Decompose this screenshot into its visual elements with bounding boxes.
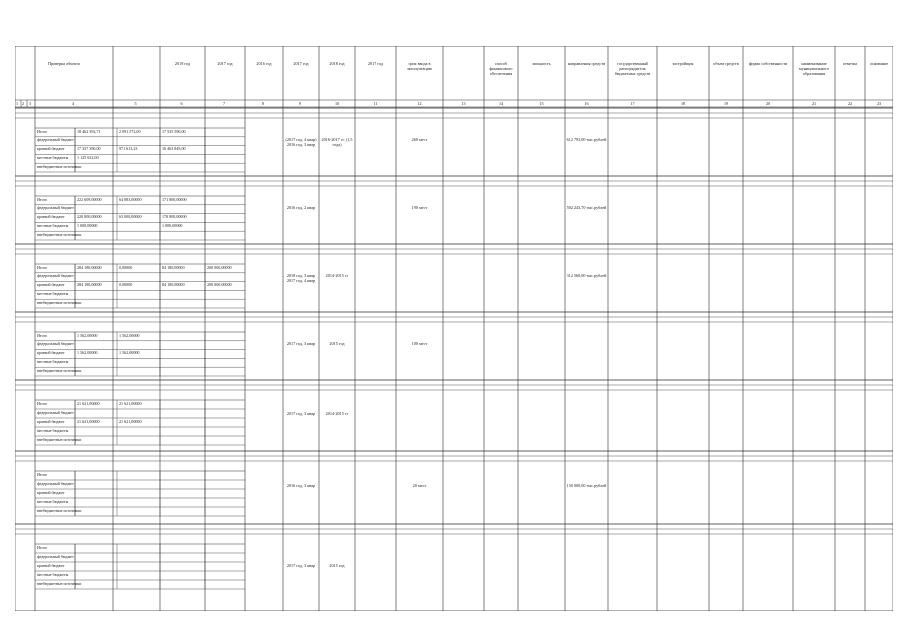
budget-value: 63 000,00000 xyxy=(119,214,142,220)
object-term: 2018 год, 3 квар 2017 год, 4 квар xyxy=(286,273,316,283)
object-ownership xyxy=(609,274,656,290)
object-capacity xyxy=(397,274,442,290)
budget-value: 21 621,00000 xyxy=(119,400,142,406)
budget-row-label: внебюджетные источники xyxy=(37,299,82,305)
object-distributor xyxy=(485,484,517,500)
column-header: 2017 год xyxy=(367,61,384,66)
budget-value: 1 000,00000 xyxy=(77,222,98,228)
budget-value: 1 000,00000 xyxy=(162,222,183,228)
budget-value: 1 562,00000 xyxy=(77,332,98,338)
object-term: 2017 год, 3 квар xyxy=(286,562,316,568)
budget-value: 16 463 849,00 xyxy=(162,146,186,152)
budget-row-label: Итого xyxy=(37,400,48,406)
budget-row-label: внебюджетные источники xyxy=(37,231,82,237)
object-ownership xyxy=(609,342,656,358)
object-direction xyxy=(444,206,483,222)
object-direction xyxy=(444,342,483,358)
column-header xyxy=(114,62,159,92)
budget-row-label: Итого xyxy=(37,471,48,477)
object-mark xyxy=(710,138,742,154)
budget-value: 284 180,00000 xyxy=(77,282,102,288)
column-header: 2017 год xyxy=(217,61,233,66)
budget-value: 21 621,00000 xyxy=(77,400,100,406)
object-period: 2016-2017 гг. (1,5 года) xyxy=(321,137,353,147)
object-volume xyxy=(566,412,607,428)
column-header: наименование муниципального образования xyxy=(799,61,829,76)
object-municipality xyxy=(658,274,708,290)
object-period: 2015 год xyxy=(329,341,345,346)
object-municipality xyxy=(658,564,708,580)
column-header: мощность xyxy=(532,61,551,66)
budget-value: 284 180,00000 xyxy=(77,264,102,270)
budget-value: 84 180,00000 xyxy=(162,282,185,288)
column-number: 11 xyxy=(373,101,378,106)
column-number: 12 xyxy=(417,101,422,106)
object-capacity: 100 мест xyxy=(411,341,428,346)
object-volume: 502 243,70 тыс.рублей xyxy=(566,205,607,210)
object-volume xyxy=(566,564,607,580)
object-basis xyxy=(744,206,792,222)
budget-row-label: местные бюджеты xyxy=(37,427,69,433)
budget-value: 2 091 572,00 xyxy=(119,128,141,134)
object-mark xyxy=(710,484,742,500)
budget-value: 1 562,00000 xyxy=(77,350,98,356)
object-municipality xyxy=(658,206,708,222)
object-municipality xyxy=(658,484,708,500)
object-period: 2014-2015 гг xyxy=(325,410,349,416)
column-header: отметка xyxy=(842,61,858,66)
column-header: 2018 год xyxy=(329,61,345,66)
object-direction xyxy=(444,564,483,580)
budget-value: 84 180,00000 xyxy=(162,264,185,270)
object-ownership xyxy=(609,412,656,428)
object-method xyxy=(356,564,395,580)
budget-row-label: краевой бюджет xyxy=(37,282,65,288)
object-ownership xyxy=(609,564,656,580)
column-number: 15 xyxy=(539,101,544,106)
object-municipality xyxy=(658,138,708,154)
object-method xyxy=(356,342,395,358)
budget-value: 222 609,00000 xyxy=(77,196,102,202)
column-number: 14 xyxy=(499,101,504,106)
object-developer xyxy=(519,342,564,358)
object-term: (2017 год, 4 квар) 2016 год, 3 квар xyxy=(285,137,317,147)
column-number: 16 xyxy=(584,101,589,106)
object-volume xyxy=(566,342,607,358)
budget-row-label: краевой бюджет xyxy=(37,562,65,568)
object-distributor xyxy=(485,342,517,358)
budget-value: 1 562,00000 xyxy=(119,350,140,356)
object-basis xyxy=(744,138,792,154)
budget-row-label: внебюджетные источники xyxy=(37,367,82,373)
object-period: 2015 год xyxy=(329,562,345,568)
object-municipality xyxy=(658,342,708,358)
object-mark xyxy=(710,564,742,580)
column-number: 2 xyxy=(22,101,25,106)
object-developer xyxy=(519,274,564,290)
object-basis xyxy=(744,412,792,428)
budget-row-label: местные бюджеты xyxy=(37,154,69,160)
budget-row-label: местные бюджеты xyxy=(37,290,69,296)
column-header xyxy=(444,62,483,92)
object-mark xyxy=(710,206,742,222)
column-number: 9 xyxy=(299,101,302,106)
column-number: 3 xyxy=(29,101,32,106)
object-developer xyxy=(519,206,564,222)
object-ownership xyxy=(609,484,656,500)
budget-value: 18 462 392,71 xyxy=(77,128,101,134)
budget-row-label: внебюджетные источники xyxy=(37,507,82,513)
object-capacity xyxy=(397,412,442,428)
budget-row-label: местные бюджеты xyxy=(37,222,69,228)
object-capacity: 20 мест xyxy=(412,482,427,488)
column-number: 19 xyxy=(724,101,729,106)
column-number: 17 xyxy=(630,101,635,106)
budget-row-label: краевой бюджет xyxy=(37,214,65,220)
budget-row-label: федеральный бюджет xyxy=(37,273,74,279)
object-distributor xyxy=(485,274,517,290)
column-header: государственный распорядитель бюджетных средств xyxy=(614,61,651,76)
budget-value: 171 800,00000 xyxy=(162,196,187,202)
object-capacity: 190 мест xyxy=(411,205,428,210)
object-basis xyxy=(744,564,792,580)
budget-row-label: федеральный бюджет xyxy=(37,137,74,143)
table-grid xyxy=(15,46,893,611)
object-mark xyxy=(710,342,742,358)
budget-value: 200 000,00000 xyxy=(207,282,232,288)
budget-row-label: внебюджетные источники xyxy=(37,580,82,586)
object-basis xyxy=(744,342,792,358)
budget-value: 220 800,00000 xyxy=(77,214,102,220)
budget-value: 1 562,00000 xyxy=(119,332,140,338)
budget-value: 21 621,00000 xyxy=(77,418,100,424)
budget-row-label: федеральный бюджет xyxy=(37,409,74,415)
budget-value: 1 125 652,00 xyxy=(77,154,99,160)
column-header: объем средств xyxy=(713,61,739,66)
budget-row-label: Итого xyxy=(37,196,48,202)
budget-row-label: краевой бюджет xyxy=(37,146,65,152)
object-municipality xyxy=(658,412,708,428)
object-developer xyxy=(519,138,564,154)
column-number: 13 xyxy=(461,101,466,106)
budget-row-label: федеральный бюджет xyxy=(37,480,74,486)
object-term: 2017 год, 3 квар xyxy=(286,341,316,346)
column-number: 6 xyxy=(180,101,183,106)
object-distributor xyxy=(485,138,517,154)
object-mark xyxy=(710,274,742,290)
object-distributor xyxy=(485,412,517,428)
budget-value: 17 535 590,00 xyxy=(162,128,186,134)
column-header: направления средств xyxy=(567,61,606,66)
column-number: 23 xyxy=(877,101,882,106)
budget-value: 64 083,00000 xyxy=(119,196,142,202)
document-sheet xyxy=(15,46,893,611)
column-header: срок ввода в эксплуатацию xyxy=(406,61,433,71)
object-volume: 150 000,00 тыс.рублей xyxy=(566,482,607,488)
budget-row-label: Итого xyxy=(37,264,48,270)
object-volume: 312 560,00 тыс.рублей xyxy=(566,273,607,278)
object-developer xyxy=(519,564,564,580)
column-number: 10 xyxy=(335,101,340,106)
column-number: 18 xyxy=(681,101,686,106)
column-header: застройщик xyxy=(672,61,694,66)
budget-value: 200 000,00000 xyxy=(207,264,232,270)
object-method xyxy=(356,206,395,222)
object-ownership xyxy=(609,206,656,222)
budget-row-label: краевой бюджет xyxy=(37,418,65,424)
column-number: 8 xyxy=(262,101,265,106)
budget-row-label: краевой бюджет xyxy=(37,489,65,495)
object-period xyxy=(320,206,354,222)
budget-row-label: Итого xyxy=(37,544,48,550)
object-period xyxy=(320,484,354,500)
object-direction xyxy=(444,484,483,500)
column-header: 2019 год xyxy=(174,61,191,66)
column-header: форма собственности xyxy=(748,61,788,66)
column-number: 4 xyxy=(72,101,75,106)
object-volume: 612 793,00 тыс.рублей xyxy=(566,137,607,142)
column-header: 2017 год xyxy=(293,61,309,66)
object-method xyxy=(356,138,395,154)
budget-row-label: внебюджетные источники xyxy=(37,436,82,442)
budget-value: 0,00000 xyxy=(119,282,133,288)
object-capacity: 260 мест xyxy=(411,137,428,142)
column-header: 2016 год xyxy=(256,61,272,66)
object-term: 2016 год, 3 квар xyxy=(286,482,316,488)
object-method xyxy=(356,274,395,290)
object-direction xyxy=(444,138,483,154)
column-number: 5 xyxy=(134,101,137,106)
object-method xyxy=(356,484,395,500)
object-method xyxy=(356,412,395,428)
object-direction xyxy=(444,274,483,290)
budget-value: 0,00000 xyxy=(119,264,133,270)
budget-value: 971 613,23 xyxy=(119,146,138,152)
object-term: 2017 год, 3 квар xyxy=(286,410,316,416)
object-distributor xyxy=(485,564,517,580)
budget-row-label: Итого xyxy=(37,332,48,338)
budget-row-label: федеральный бюджет xyxy=(37,341,74,347)
budget-value: 17 337 390,00 xyxy=(77,146,101,152)
column-header: основание xyxy=(869,61,889,66)
column-number: 1 xyxy=(16,101,19,106)
object-developer xyxy=(519,412,564,428)
budget-row-label: федеральный бюджет xyxy=(37,553,74,559)
budget-row-label: местные бюджеты xyxy=(37,358,69,364)
column-header: Проверка объекта xyxy=(48,61,80,66)
object-basis xyxy=(744,484,792,500)
object-mark xyxy=(710,412,742,428)
object-distributor xyxy=(485,206,517,222)
object-basis xyxy=(744,274,792,290)
column-number: 7 xyxy=(223,101,226,106)
budget-row-label: федеральный бюджет xyxy=(37,205,74,211)
column-header: способ финансового обеспечения xyxy=(489,61,513,76)
object-direction xyxy=(444,412,483,428)
budget-row-label: местные бюджеты xyxy=(37,498,69,504)
object-ownership xyxy=(609,138,656,154)
column-number: 21 xyxy=(812,101,817,106)
object-developer xyxy=(519,484,564,500)
object-term: 2016 год, 2 квар xyxy=(286,205,316,210)
object-period: 2014-2015 гг xyxy=(325,273,349,278)
budget-row-label: краевой бюджет xyxy=(37,350,65,356)
column-number: 22 xyxy=(848,101,853,106)
budget-row-label: местные бюджеты xyxy=(37,571,69,577)
column-number: 20 xyxy=(766,101,771,106)
object-capacity xyxy=(397,564,442,580)
budget-row-label: внебюджетные источники xyxy=(37,163,82,169)
budget-value: 21 621,00000 xyxy=(119,418,142,424)
budget-row-label: Итого xyxy=(37,128,48,134)
budget-value: 170 800,00000 xyxy=(162,214,187,220)
